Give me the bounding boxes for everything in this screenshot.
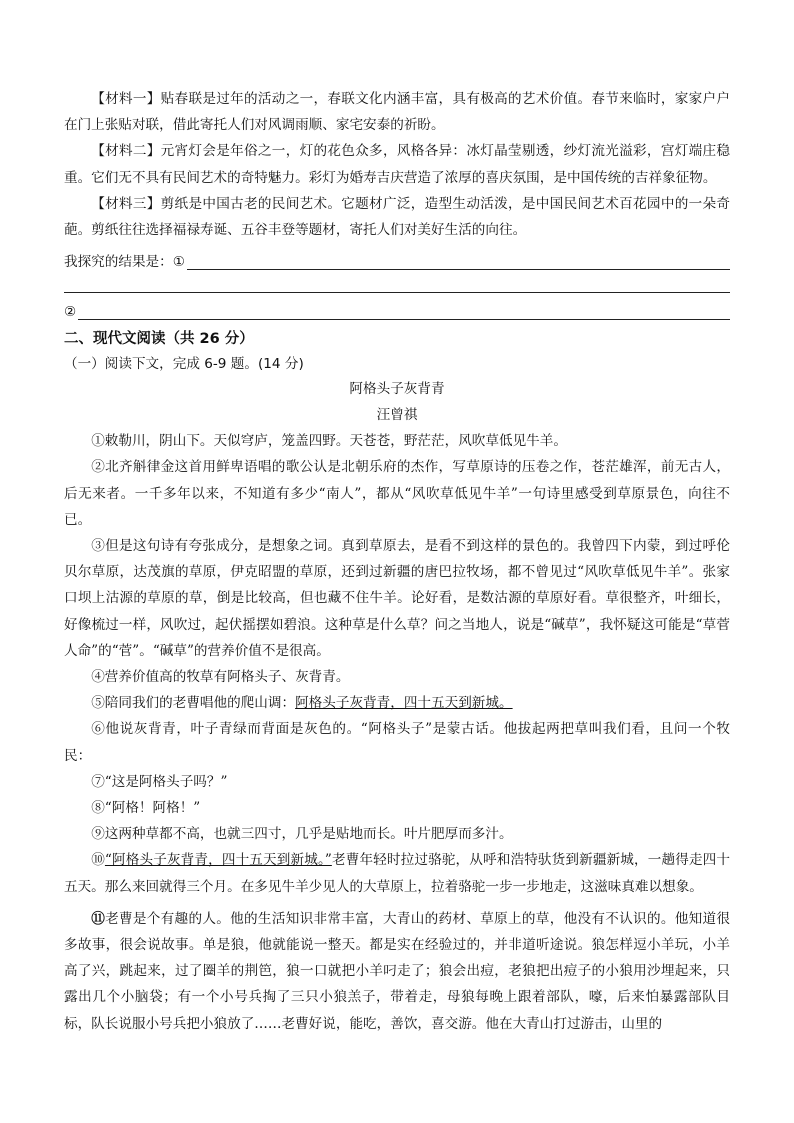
answer-blank-2[interactable] <box>78 301 730 320</box>
paragraph-1: ①敕勒川，阴山下。天似穹庐，笼盖四野。天苍苍，野茫茫，风吹草低见牛羊。 <box>91 433 567 450</box>
answer-line-2 <box>64 293 730 320</box>
answer-label: 我探究的结果是：① <box>64 254 185 271</box>
paragraph-10-marker: ⑩ <box>91 852 105 869</box>
paragraph-5-text: ⑤陪同我们的老曹唱他的爬山调： <box>91 695 296 712</box>
answer-line-1 <box>64 243 730 270</box>
section-subtitle: （一）阅读下文，完成 6-9 题。(14 分) <box>64 356 304 373</box>
paragraph-9: ⑨这两种草都不高，也就三四寸，几乎是贴地而长。叶片肥厚而多汁。 <box>91 826 513 843</box>
paragraph-10-underlined: “阿格头子灰背青，四十五天到新城。” <box>104 852 332 869</box>
paragraph-5-underlined: 阿格头子灰背青，四十五天到新城。 <box>295 695 513 712</box>
answer-second-marker: ② <box>64 304 77 321</box>
answer-blank-1[interactable] <box>187 251 730 270</box>
document-page <box>64 86 730 1037</box>
paragraph-3: ③但是这句诗有夸张成分，是想象之词。真到草原去，是看不到这样的景色的。我曾四下内蒙，到过呼伦贝尔草原，达茂旗的草原，伊克昭盟的草原，还到过新疆的唐巴拉牧场，都不曾见过“风吹草低见牛羊”。张家口坝上沽源的草原的草，倒是比较高，但也藏不住牛羊。论好看，是数沽源的草原好看。草很整齐，叶细长，好像梳过一样，风吹过，起伏摇摆如碧浪。这种草是什么草？问之当地人，说是“碱草”，我怀疑这可能是“草菅人命”的“菅”。“碱草”的营养价值不是很高。 <box>64 538 730 659</box>
paragraph-5 <box>64 690 730 716</box>
material-1: 【材料一】贴春联是过年的活动之一，春联文化内涵丰富，具有极高的艺术价值。春节来临时，家家户户在门上张贴对联，借此寄托人们对风调雨顺、家宅安泰的祈盼。 <box>64 91 730 134</box>
section-title: 二、现代文阅读（共 26 分） <box>64 331 254 348</box>
answer-blank-1b[interactable] <box>64 272 730 293</box>
paragraph-11-text: 老曹是个有趣的人。他的生活知识非常丰富，大青山的药材、草原上的草，他没有不认识的。他知道很多故事，很会说故事。单是狼，他就能说一整天。都是实在经验过的，并非道听途说。狼怎样逗小羊玩，小羊高了兴，跳起来，过了圈羊的荆笆，狼一口就把小羊叼走了；狼会出痘，老狼把出痘子的小狼用沙埋起来，只露出几个小脑袋；有一个小号兵掏了三只小狼羔子，带着走，母狼每晚上跟着部队，嚎，后来怕暴露部队目标，队长说服小号兵把小狼放了……老曹好说，能吃，善饮，喜交游。他在大青山打过游击，山里的 <box>64 910 731 1032</box>
material-2: 【材料二】元宵灯会是年俗之一，灯的花色众多，风格各异：冰灯晶莹剔透，纱灯流光溢彩，宫灯端庄稳重。它们无不具有民间艺术的奇特魅力。彩灯为婚寿吉庆营造了浓厚的喜庆氛围，是中国传统的吉祥象征物。 <box>64 143 730 186</box>
material-3: 【材料三】剪纸是中国古老的民间艺术。它题材广泛，造型生动活泼，是中国民间艺术百花园中的一朵奇葩。剪纸往往选择福禄寿诞、五谷丰登等题材，寄托人们对美好生活的向往。 <box>64 195 730 239</box>
paragraph-6: ⑥他说灰背青，叶子青绿而背面是灰色的。“阿格头子”是蒙古话。他拔起两把草叫我们看，且问一个牧民： <box>64 721 730 764</box>
paragraph-11-marker: ⑪ <box>91 910 106 927</box>
paragraph-10 <box>64 847 730 899</box>
article-author: 汪曾祺 <box>376 407 418 424</box>
article-title: 阿格头子灰背青 <box>349 381 445 398</box>
paragraph-2: ②北齐斛律金这首用鲜卑语唱的歌公认是北朝乐府的杰作，写草原诗的压卷之作，苍茫雄浑，前无古人，后无来者。一千多年以来，不知道有多少“南人”，都从“风吹草低见牛羊”一句诗里感受到草原景色，向往不已。 <box>64 459 730 528</box>
paragraph-11 <box>64 906 730 1037</box>
paragraph-8: ⑧“阿格！阿格！” <box>91 800 201 817</box>
paragraph-10-text: 老曹年轻时拉过骆驼，从呼和浩特驮货到新疆新城，一趟得走四十五天。那么来回就得三个月。在多见牛羊少见人的大草原上，拉着骆驼一步一步地走，这滋味真难以想象。 <box>64 852 731 895</box>
paragraph-4: ④营养价值高的牧草有阿格头子、灰背青。 <box>91 669 350 686</box>
paragraph-7: ⑦“这是阿格头子吗？” <box>91 773 228 790</box>
